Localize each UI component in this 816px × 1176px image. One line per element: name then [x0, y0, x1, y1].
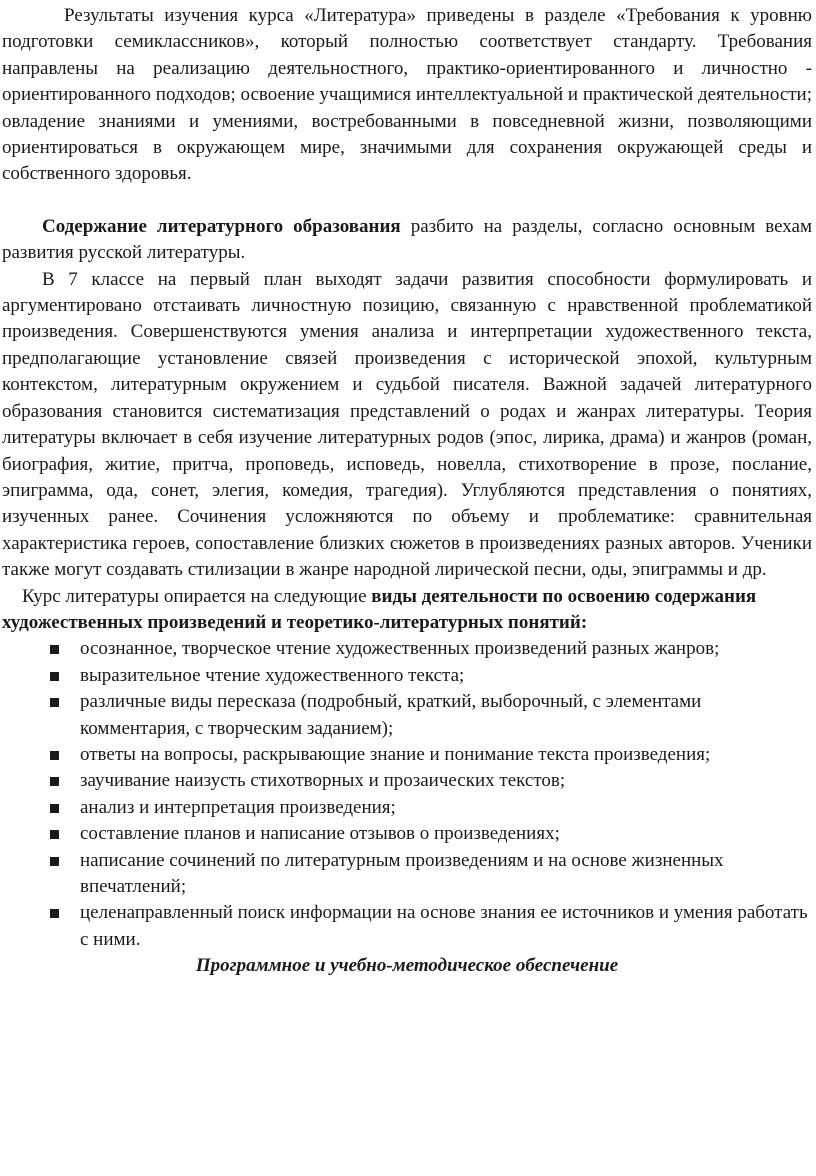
content-text: разбито на разделы, согласно основным вехам развития русской литературы.	[2, 215, 812, 264]
list-item	[80, 900, 812, 953]
list-item	[80, 848, 812, 901]
square-bullet-icon	[50, 672, 59, 681]
list-item-text: целенаправленный поиск информации на основе знания ее источников и умения работать с ними.	[80, 902, 808, 950]
list-item	[80, 821, 812, 847]
list-item-text: различные виды пересказа (подробный, краткий, выборочный, с элементами комментария, с творческим заданием);	[80, 691, 702, 739]
list-item-text: анализ и интерпретация произведения;	[80, 796, 396, 818]
square-bullet-icon	[50, 909, 59, 918]
list-item-text: написание сочинений по литературным произведениям и на основе жизненных впечатлений;	[80, 849, 724, 897]
square-bullet-icon	[50, 751, 59, 760]
list-item	[80, 636, 812, 662]
list-item	[80, 768, 812, 794]
square-bullet-icon	[50, 777, 59, 786]
paragraph-content	[2, 214, 812, 267]
section-title: Программное и учебно-методическое обеспечение	[195, 955, 619, 977]
list-item-text: выразительное чтение художественного текста;	[80, 664, 465, 686]
list-item	[80, 663, 812, 689]
paragraph-results: Результаты изучения курса «Литература» приведены в разделе «Требования к уровню подготовки семиклассников», который полностью соответствует стандарту. Требования направлены на реализацию деятельностного, практико-ориентированного и личностно - ориентированного подходов; освоение учащимися интеллектуальной и практической деятельности; овладение знаниями и умениями, востребованными в повседневной жизни, позволяющими ориентироваться в окружающем мире, значимыми для сохранения окружающей среды и собственного здоровья.	[2, 5, 812, 185]
square-bullet-icon	[50, 645, 59, 654]
list-item-text: составление планов и написание отзывов о произведениях;	[80, 823, 560, 845]
paragraph-grade7: В 7 классе на первый план выходят задачи развития способности формулировать и аргументировано отстаивать личностную позицию, связанную с нравственной проблематикой произведения. Совершенствуются умения анализа и интерпретации художественного текста, предполагающие установление связей произведения с исторической эпохой, культурным контекстом, литературным окружением и судьбой писателя. Важной задачей литературного образования становится систематизация представлений о родах и жанрах литературы. Теория литературы включает в себя изучение литературных родов (эпос, лирика, драма) и жанров (роман, биография, житие, притча, проповедь, исповедь, новелла, стихотворение в прозе, послание, эпиграмма, ода, сонет, элегия, комедия, трагедия). Углубляются представления о понятиях, изученных ранее. Сочинения усложняются по объему и проблематике: сравнительная характеристика героев, сопоставление близких сюжетов в произведениях разных авторов. Ученики также могут создавать стилизации в жанре народной лирической песни, оды, эпиграммы и др.	[2, 268, 812, 581]
list-item-text: заучивание наизусть стихотворных и прозаических текстов;	[80, 770, 566, 792]
square-bullet-icon	[50, 698, 59, 707]
square-bullet-icon	[50, 804, 59, 813]
list-item-text: осознанное, творческое чтение художественных произведений разных жанров;	[80, 638, 720, 660]
square-bullet-icon	[50, 857, 59, 866]
activities-intro-bold: виды деятельности по освоению содержания художественных произведений и теоретико-литературных понятий:	[2, 585, 757, 633]
paragraph-activities-intro	[2, 584, 812, 637]
square-bullet-icon	[50, 830, 59, 839]
paragraph-spacer	[2, 188, 812, 214]
list-item	[80, 742, 812, 768]
list-item	[80, 689, 812, 742]
activities-intro-text: Курс литературы опирается на следующие	[22, 585, 372, 607]
list-item-text: ответы на вопросы, раскрывающие знание и понимание текста произведения;	[80, 743, 711, 765]
content-heading: Содержание литературного образования	[42, 215, 401, 237]
activities-list	[2, 636, 812, 953]
list-item	[80, 795, 812, 821]
